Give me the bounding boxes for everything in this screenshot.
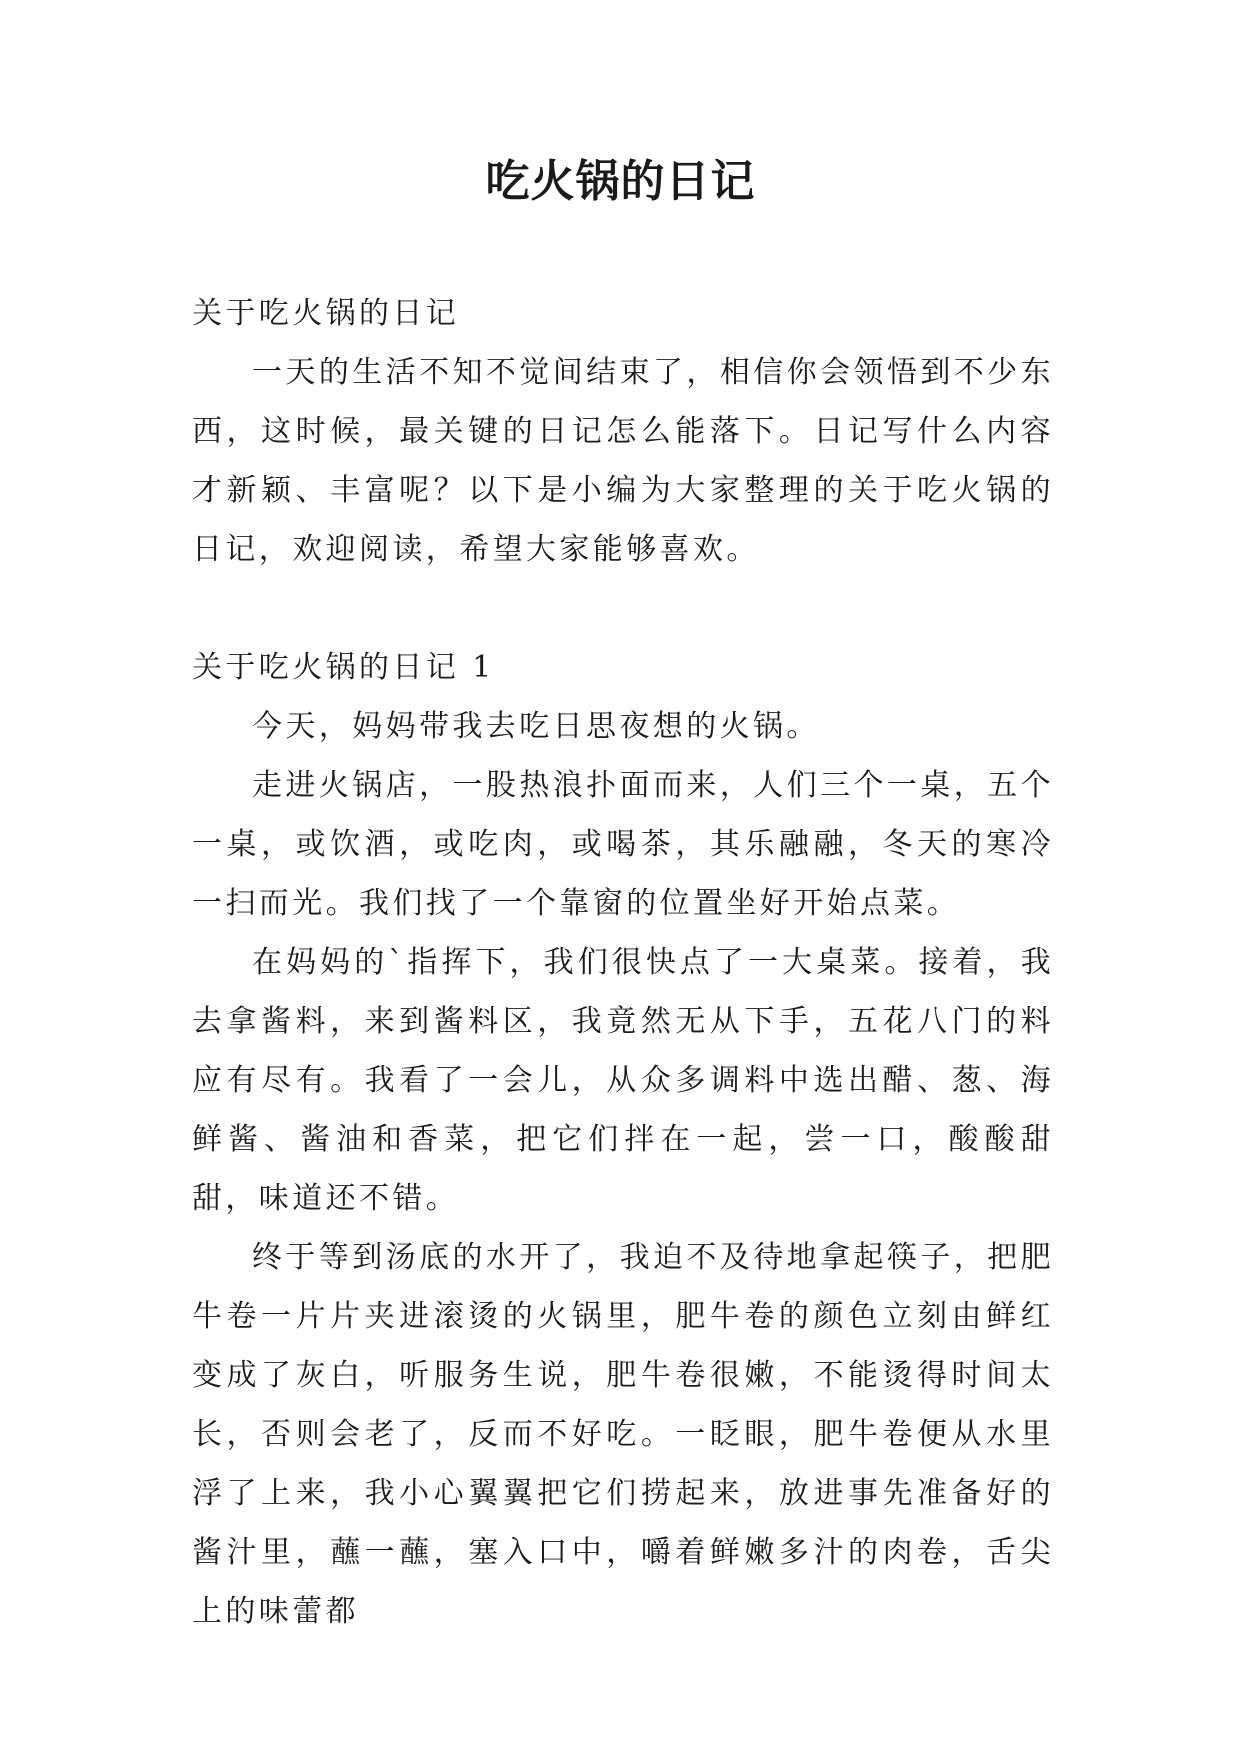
page-title: 吃火锅的日记 bbox=[485, 156, 756, 207]
body-paragraph: 走进火锅店，一股热浪扑面而来，人们三个一桌，五个一桌，或饮酒，或吃肉，或喝茶，其乐融融，冬天的寒冷一扫而光。我们找了一个靠窗的位置坐好开始点菜。 bbox=[192, 768, 1054, 921]
body-paragraph: 终于等到汤底的水开了，我迫不及待地拿起筷子，把肥牛卷一片片夹进滚烫的火锅里，肥牛卷的颜色立刻由鲜红变成了灰白，听服务生说，肥牛卷很嫩，不能烫得时间太长，否则会老了，反而不好吃。一眨眼，肥牛卷便从水里浮了上来，我小心翼翼把它们捞起来，放进事先准备好的酱汁里，蘸一蘸，塞入口中，嚼着鲜嫩多汁的肉卷，舌尖上的味蕾都 bbox=[192, 1240, 1054, 1629]
intro-paragraph: 一天的生活不知不觉间结束了，相信你会领悟到不少东西，这时候，最关键的日记怎么能落下。日记写什么内容才新颖、丰富呢？以下是小编为大家整理的关于吃火锅的日记，欢迎阅读，希望大家能够喜欢。 bbox=[192, 355, 1054, 567]
intro-heading: 关于吃火锅的日记 bbox=[192, 296, 460, 331]
body-paragraph: 在妈妈的`指挥下，我们很快点了一大桌菜。接着，我去拿酱料，来到酱料区，我竟然无从下手，五花八门的料应有尽有。我看了一会儿，从众多调料中选出醋、葱、海鲜酱、酱油和香菜，把它们拌在一起，尝一口，酸酸甜甜，味道还不错。 bbox=[192, 945, 1054, 1216]
section-heading: 关于吃火锅的日记 1 bbox=[192, 650, 495, 685]
document-body bbox=[192, 284, 1054, 1641]
paragraph-spacer bbox=[192, 579, 1054, 638]
body-paragraph: 今天，妈妈带我去吃日思夜想的火锅。 bbox=[252, 709, 820, 744]
